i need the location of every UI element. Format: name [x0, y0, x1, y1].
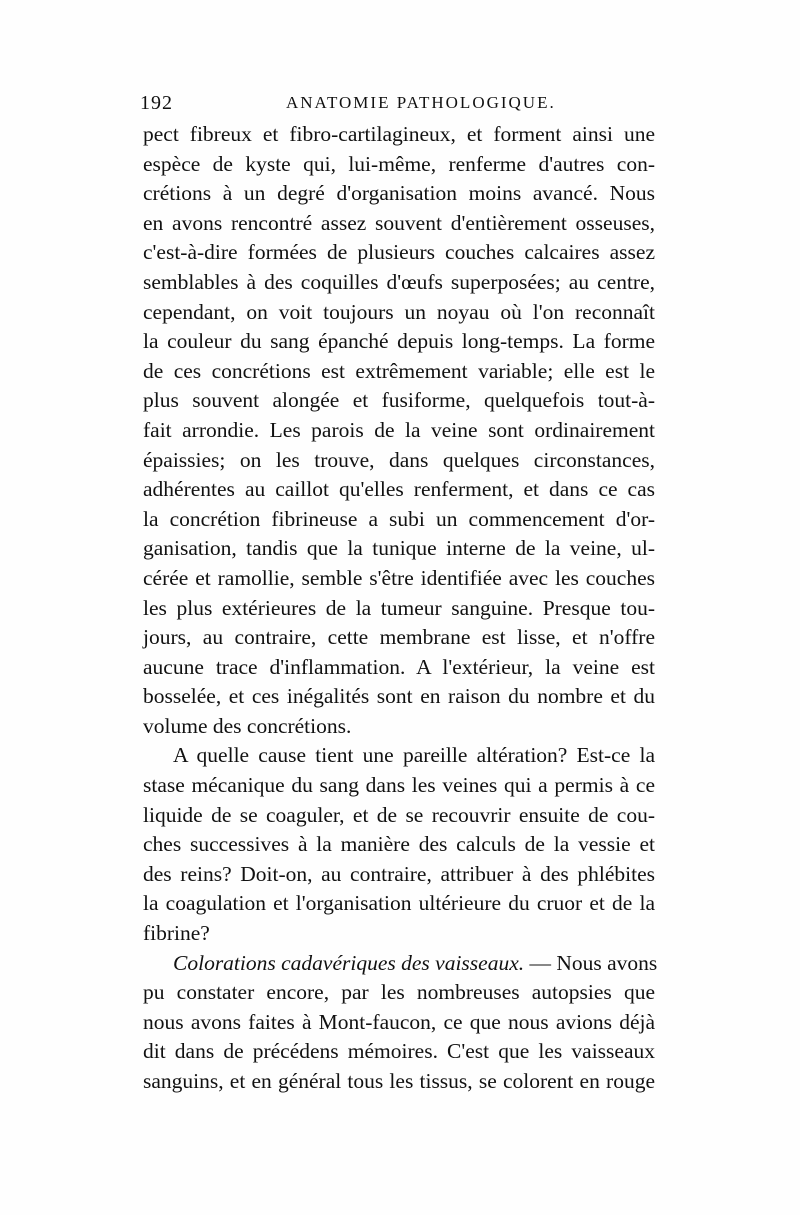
text-line: crétions à un degré d'organisation moins avancé. Nous [143, 181, 655, 206]
paragraph-2 [143, 741, 655, 948]
text-line [143, 949, 658, 979]
section-heading: Colorations cadavériques des vaisseaux. [173, 950, 525, 975]
text-line: A quelle cause tient une pareille altération? Est-ce la [173, 743, 655, 768]
heading-continuation: — Nous avons [529, 950, 658, 975]
text-line: jours, au contraire, cette membrane est lisse, et n'offre [143, 625, 655, 650]
text-line: cérée et ramollie, semble s'être identifiée avec les couches [143, 565, 655, 590]
text-line: la couleur du sang épanché depuis long-temps. La forme [143, 329, 655, 354]
text-line: c'est-à-dire formées de plusieurs couches calcaires assez [143, 240, 655, 265]
paragraph-1 [143, 120, 655, 741]
text-line: en avons rencontré assez souvent d'entièrement osseuses, [143, 210, 655, 235]
text-line: stase mécanique du sang dans les veines qui a permis à ce [143, 773, 655, 798]
text-line: dit dans de précédens mémoires. C'est que les vaisseaux [143, 1039, 655, 1064]
text-line: plus souvent alongée et fusiforme, quelquefois tout-à- [143, 388, 655, 413]
text-line: pect fibreux et fibro-cartilagineux, et forment ainsi une [143, 122, 655, 146]
page-number: 192 [140, 92, 173, 114]
text-line: ganisation, tandis que la tunique interne de la veine, ul- [143, 536, 655, 561]
running-title: ANATOMIE PATHOLOGIQUE. [286, 93, 556, 112]
text-line: de ces concrétions est extrêmement variable; elle est le [143, 358, 655, 383]
text-line: nous avons faites à Mont-faucon, ce que nous avions déjà [143, 1009, 655, 1034]
text-line: épaissies; on les trouve, dans quelques circonstances, [143, 447, 655, 472]
text-line: la coagulation et l'organisation ultérieure du cruor et de la [143, 891, 655, 916]
text-line: fait arrondie. Les parois de la veine sont ordinairement [143, 417, 655, 442]
text-line: pu constater encore, par les nombreuses autopsies que [143, 980, 655, 1005]
body-text [143, 120, 658, 1097]
text-line: cependant, on voit toujours un noyau où l'on reconnaît [143, 299, 655, 324]
text-line: les plus extérieures de la tumeur sanguine. Presque tou- [143, 595, 655, 620]
text-line: des reins? Doit-on, au contraire, attribuer à des phlébites [143, 861, 655, 886]
running-head [140, 92, 660, 116]
text-line: volume des concrétions. [143, 713, 352, 738]
text-line: espèce de kyste qui, lui-même, renferme d'autres con- [143, 151, 655, 176]
text-line: liquide de se coaguler, et de se recouvrir ensuite de cou- [143, 802, 655, 827]
text-line: la concrétion fibrineuse a subi un commencement d'or- [143, 506, 655, 531]
text-line: sanguins, et en général tous les tissus, se colorent en rouge [143, 1069, 655, 1093]
text-line: aucune trace d'inflammation. A l'extérieur, la veine est [143, 654, 655, 679]
text-line: fibrine? [143, 921, 210, 946]
text-line: bosselée, et ces inégalités sont en raison du nombre et du [143, 684, 655, 709]
text-line: ches successives à la manière des calculs de la vessie et [143, 832, 655, 857]
text-line: adhérentes au caillot qu'elles renferment, et dans ce cas [143, 477, 655, 502]
text-line: semblables à des coquilles d'œufs superposées; au centre, [143, 269, 655, 294]
paragraph-3 [143, 949, 658, 1097]
